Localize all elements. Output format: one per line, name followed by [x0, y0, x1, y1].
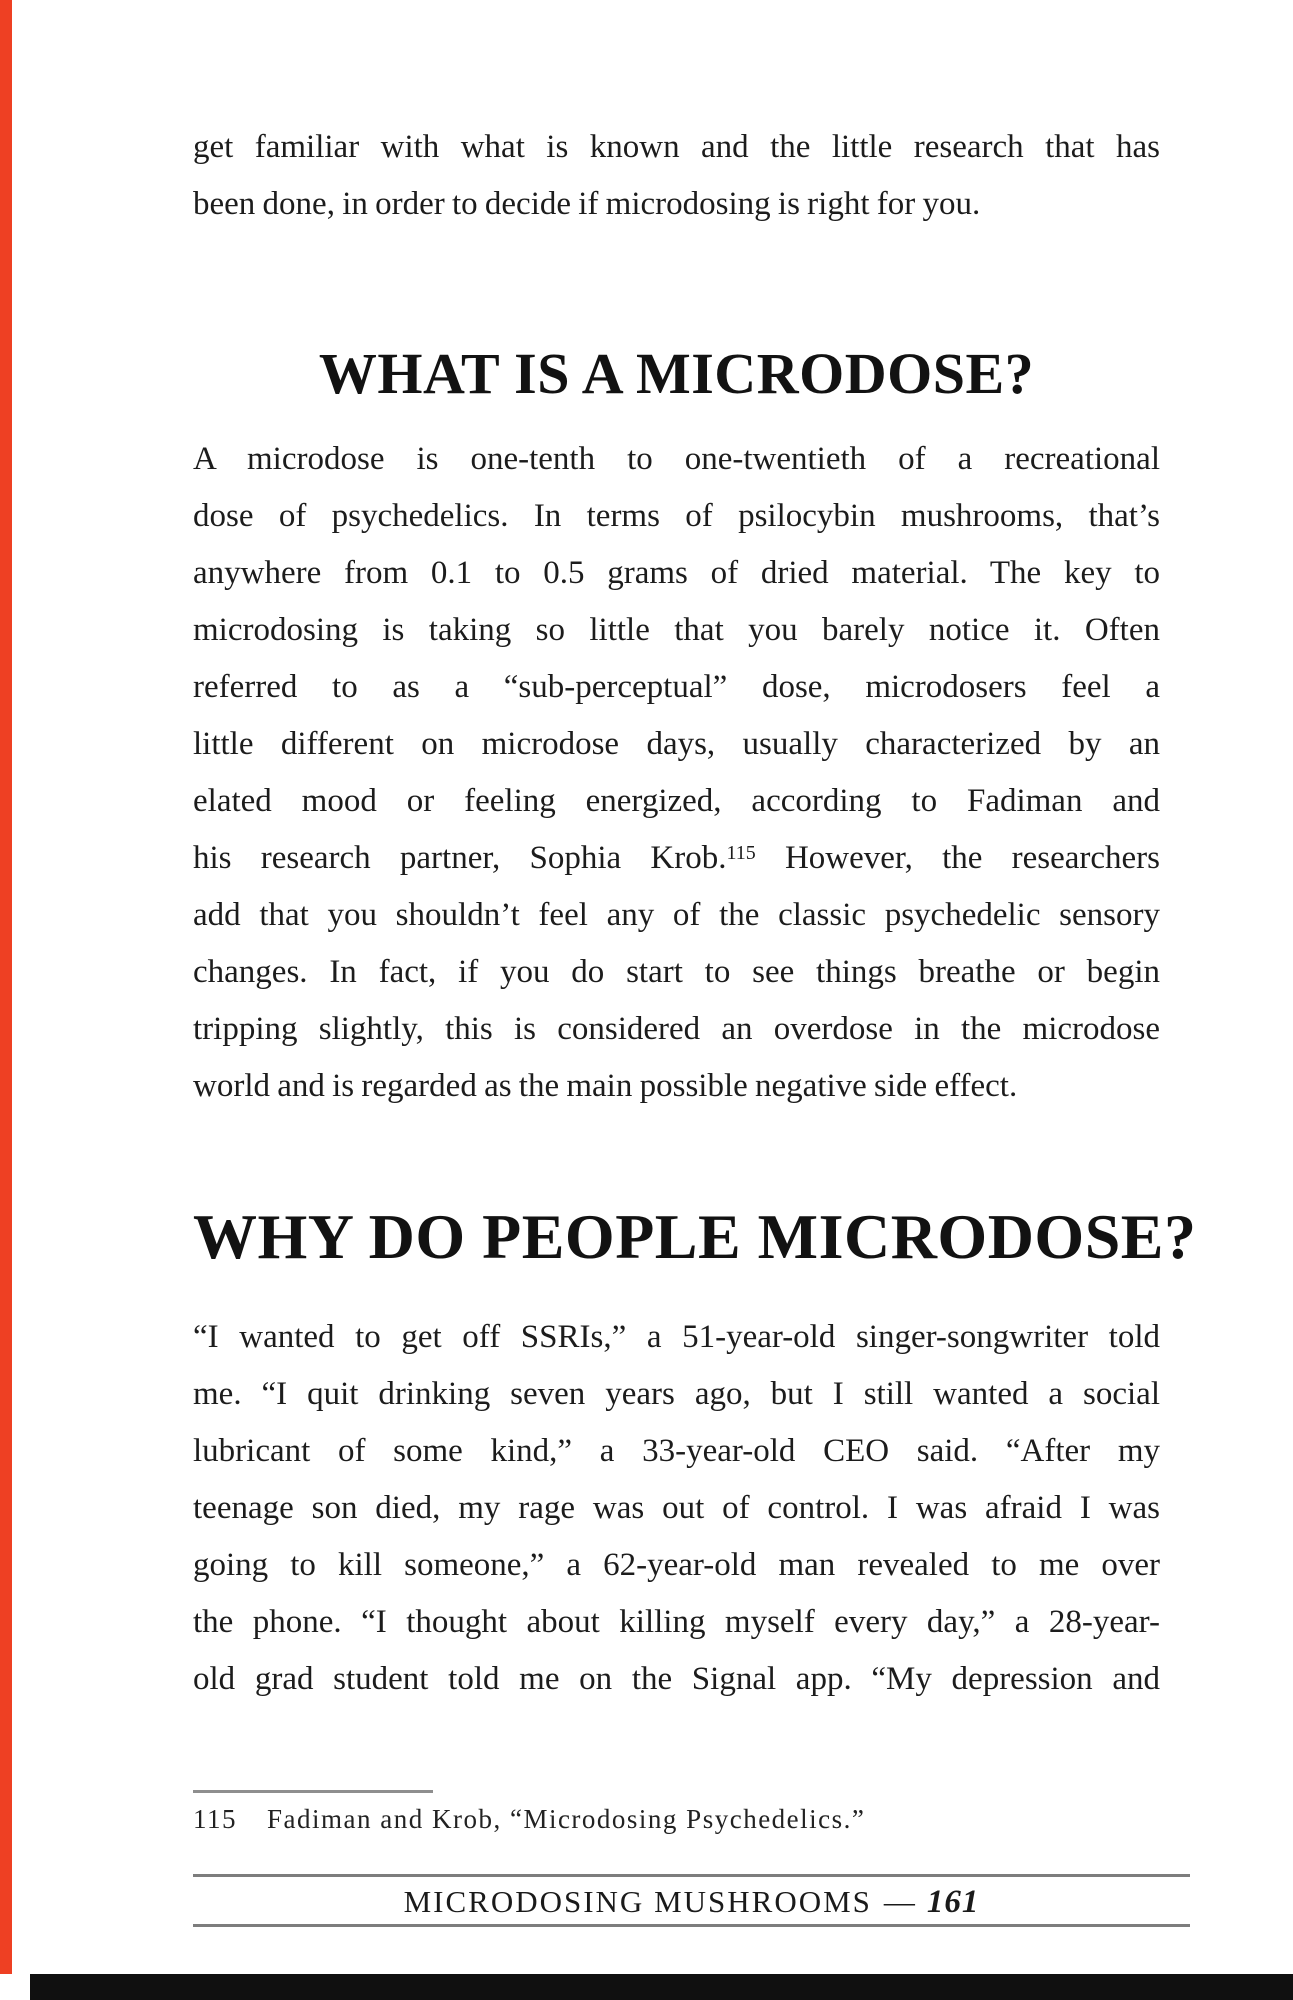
footer-rule-bottom	[193, 1924, 1190, 1927]
body-line: me. “I quit drinking seven years ago, but I still wanted a social	[193, 1376, 1160, 1412]
footnote-text: Fadiman and Krob, “Microdosing Psychedelics.”	[267, 1804, 866, 1834]
body-line: changes. In fact, if you do start to see things breathe or begin	[193, 954, 1160, 990]
footer-rule-top	[193, 1874, 1190, 1877]
body-line: the phone. “I thought about killing myself every day,” a 28-year-	[193, 1604, 1160, 1640]
body-line: teenage son died, my rage was out of control. I was afraid I was	[193, 1490, 1160, 1526]
page-number: 161	[926, 1884, 980, 1920]
section-1-paragraph	[193, 431, 1160, 1115]
body-line: anywhere from 0.1 to 0.5 grams of dried material. The key to	[193, 555, 1160, 591]
body-line: add that you shouldn’t feel any of the classic psychedelic sensory	[193, 897, 1160, 933]
body-line: lubricant of some kind,” a 33-year-old CEO said. “After my	[193, 1433, 1160, 1469]
footnote-reference: 115	[726, 842, 756, 864]
body-line: referred to as a “sub-perceptual” dose, microdosers feel a	[193, 669, 1160, 705]
running-footer	[193, 1882, 1190, 1922]
book-spine-edge	[0, 0, 12, 1974]
body-line: microdosing is taking so little that you barely notice it. Often	[193, 612, 1160, 648]
body-line-with-footnote-ref	[193, 830, 1160, 887]
body-line: tripping slightly, this is considered an overdose in the microdose	[193, 1011, 1160, 1047]
section-heading-what-is-a-microdose: WHAT IS A MICRODOSE?	[318, 341, 1035, 406]
section-2-paragraph	[193, 1309, 1160, 1708]
footnote-number: 115	[193, 1804, 237, 1834]
body-line: A microdose is one-tenth to one-twentieth of a recreational	[193, 441, 1160, 477]
body-text: However, the researchers	[755, 840, 1161, 876]
body-line: old grad student told me on the Signal app. “My depression and	[193, 1661, 1160, 1697]
bottom-edge-bar	[30, 1974, 1293, 2000]
body-line: world and is regarded as the main possible negative side effect.	[193, 1068, 1018, 1104]
section-heading-why-do-people-microdose: WHY DO PEOPLE MICRODOSE?	[193, 1201, 1197, 1272]
footnote	[193, 1802, 1160, 1836]
body-line: dose of psychedelics. In terms of psilocybin mushrooms, that’s	[193, 498, 1160, 534]
body-line: going to kill someone,” a 62-year-old man revealed to me over	[193, 1547, 1160, 1583]
body-text: his research partner, Sophia Krob.	[193, 840, 727, 876]
body-line: been done, in order to decide if microdosing is right for you.	[193, 186, 981, 222]
footnote-divider	[193, 1790, 433, 1793]
footer-dash: —	[883, 1884, 917, 1919]
book-title: MICRODOSING MUSHROOMS	[403, 1884, 872, 1919]
body-line: little different on microdose days, usually characterized by an	[193, 726, 1160, 762]
intro-paragraph	[193, 119, 1160, 233]
body-line: get familiar with what is known and the little research that has	[193, 129, 1160, 165]
body-line: elated mood or feeling energized, according to Fadiman and	[193, 783, 1160, 819]
body-line: “I wanted to get off SSRIs,” a 51-year-old singer-songwriter told	[193, 1319, 1160, 1355]
